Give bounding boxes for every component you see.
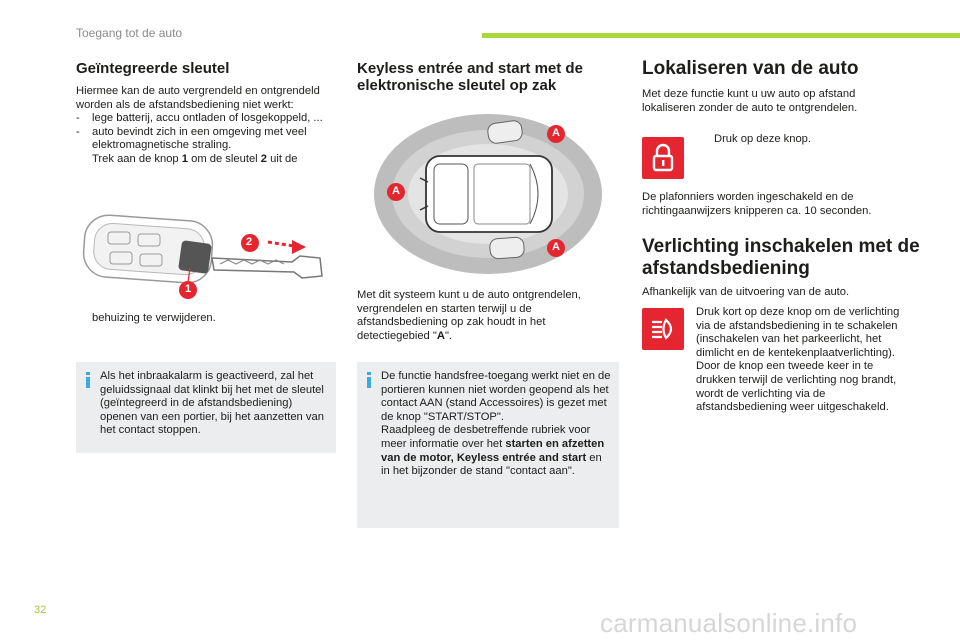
integrated-key-step-continued: behuizing te verwijderen. <box>92 312 216 324</box>
integrated-key-intro: Hiermee kan de auto vergrendeld en ontgrendeld worden als de afstandsbediening niet werkt: <box>76 85 320 111</box>
section-title-keyless: Keyless entrée and start met de elektronische sleutel op zak <box>357 60 583 94</box>
padlock-icon <box>642 137 684 179</box>
lighting-steps: Druk kort op deze knop om de verlichting via de afstandsbediening in te schakelen (inschakelen van het parkeerlicht, het dimlicht en de kentekenplaatverlichting). Door de knop een tweede keer in te drukken terwijl de verlichting nog brandt, wordt de verlichting via de afstandsbediening weer uitgeschakeld. <box>696 306 900 414</box>
headlight-icon <box>642 308 684 350</box>
info-icon <box>86 372 90 388</box>
instruction-step: Trek aan de knop 1 om de sleutel 2 uit de <box>92 152 298 165</box>
key-illustration <box>80 212 330 312</box>
list-item: - auto bevindt zich in een omgeving met veel elektromagnetische straling. <box>76 125 307 152</box>
lighting-button-icon <box>642 308 684 350</box>
header-accent-bar <box>482 33 960 38</box>
info-box-keyless: De functie handsfree-toegang werkt niet en de portieren kunnen niet worden geopend als het contact AAN (stand Accessoires) is gezet met de knop "START/STOP". Raadpleeg de desbetreffende rubriek voor meer informatie over het starten en afzetten van de motor, Keyless entrée and start en in het bijzonder de stand "contact aan". <box>357 362 619 528</box>
locate-intro: Met deze functie kunt u uw auto op afstand lokaliseren zonder de auto te ontgrendelen. <box>642 88 858 114</box>
figure-label-a: A <box>552 127 560 139</box>
page-number: 32 <box>34 604 47 616</box>
info-box-alarm: Als het inbraakalarm is geactiveerd, zal het geluidssignaal dat klinkt bij het met de sleutel (geïntegreerd in de afstandsbediening) openen van een portier, bij het aanzetten van het contact stoppen. <box>76 362 336 453</box>
figure-label-a: A <box>552 241 560 253</box>
running-header: Toegang tot de auto <box>76 26 183 40</box>
locate-step: Druk op deze knop. <box>714 133 812 145</box>
list-item: - lege batterij, accu ontladen of losgekoppeld, ... <box>76 112 323 125</box>
watermark: carmanualsonline.info <box>600 608 858 638</box>
keyless-body-text: Met dit systeem kunt u de auto ontgrendelen, vergrendelen en starten terwijl u de afstandsbediening op zak houdt in het detectiegebied "A". <box>357 289 581 342</box>
section-title-lighting: Verlichting inschakelen met de afstandsbediening <box>642 236 920 279</box>
integrated-key-text <box>76 85 338 167</box>
locate-result: De plafonniers worden ingeschakeld en de richtingaanwijzers knipperen ca. 10 seconden. <box>642 191 872 217</box>
figure-label-1: 1 <box>184 283 192 295</box>
section-title-locate: Lokaliseren van de auto <box>642 58 859 79</box>
lighting-intro: Afhankelijk van de uitvoering van de auto. <box>642 286 850 298</box>
info-icon <box>367 372 371 388</box>
figure-label-2: 2 <box>245 236 253 248</box>
section-title-integrated-key: Geïntegreerde sleutel <box>76 60 230 77</box>
figure-label-a: A <box>392 185 400 197</box>
locate-button-icon <box>642 137 684 179</box>
keyless-zone-illustration <box>370 108 606 278</box>
